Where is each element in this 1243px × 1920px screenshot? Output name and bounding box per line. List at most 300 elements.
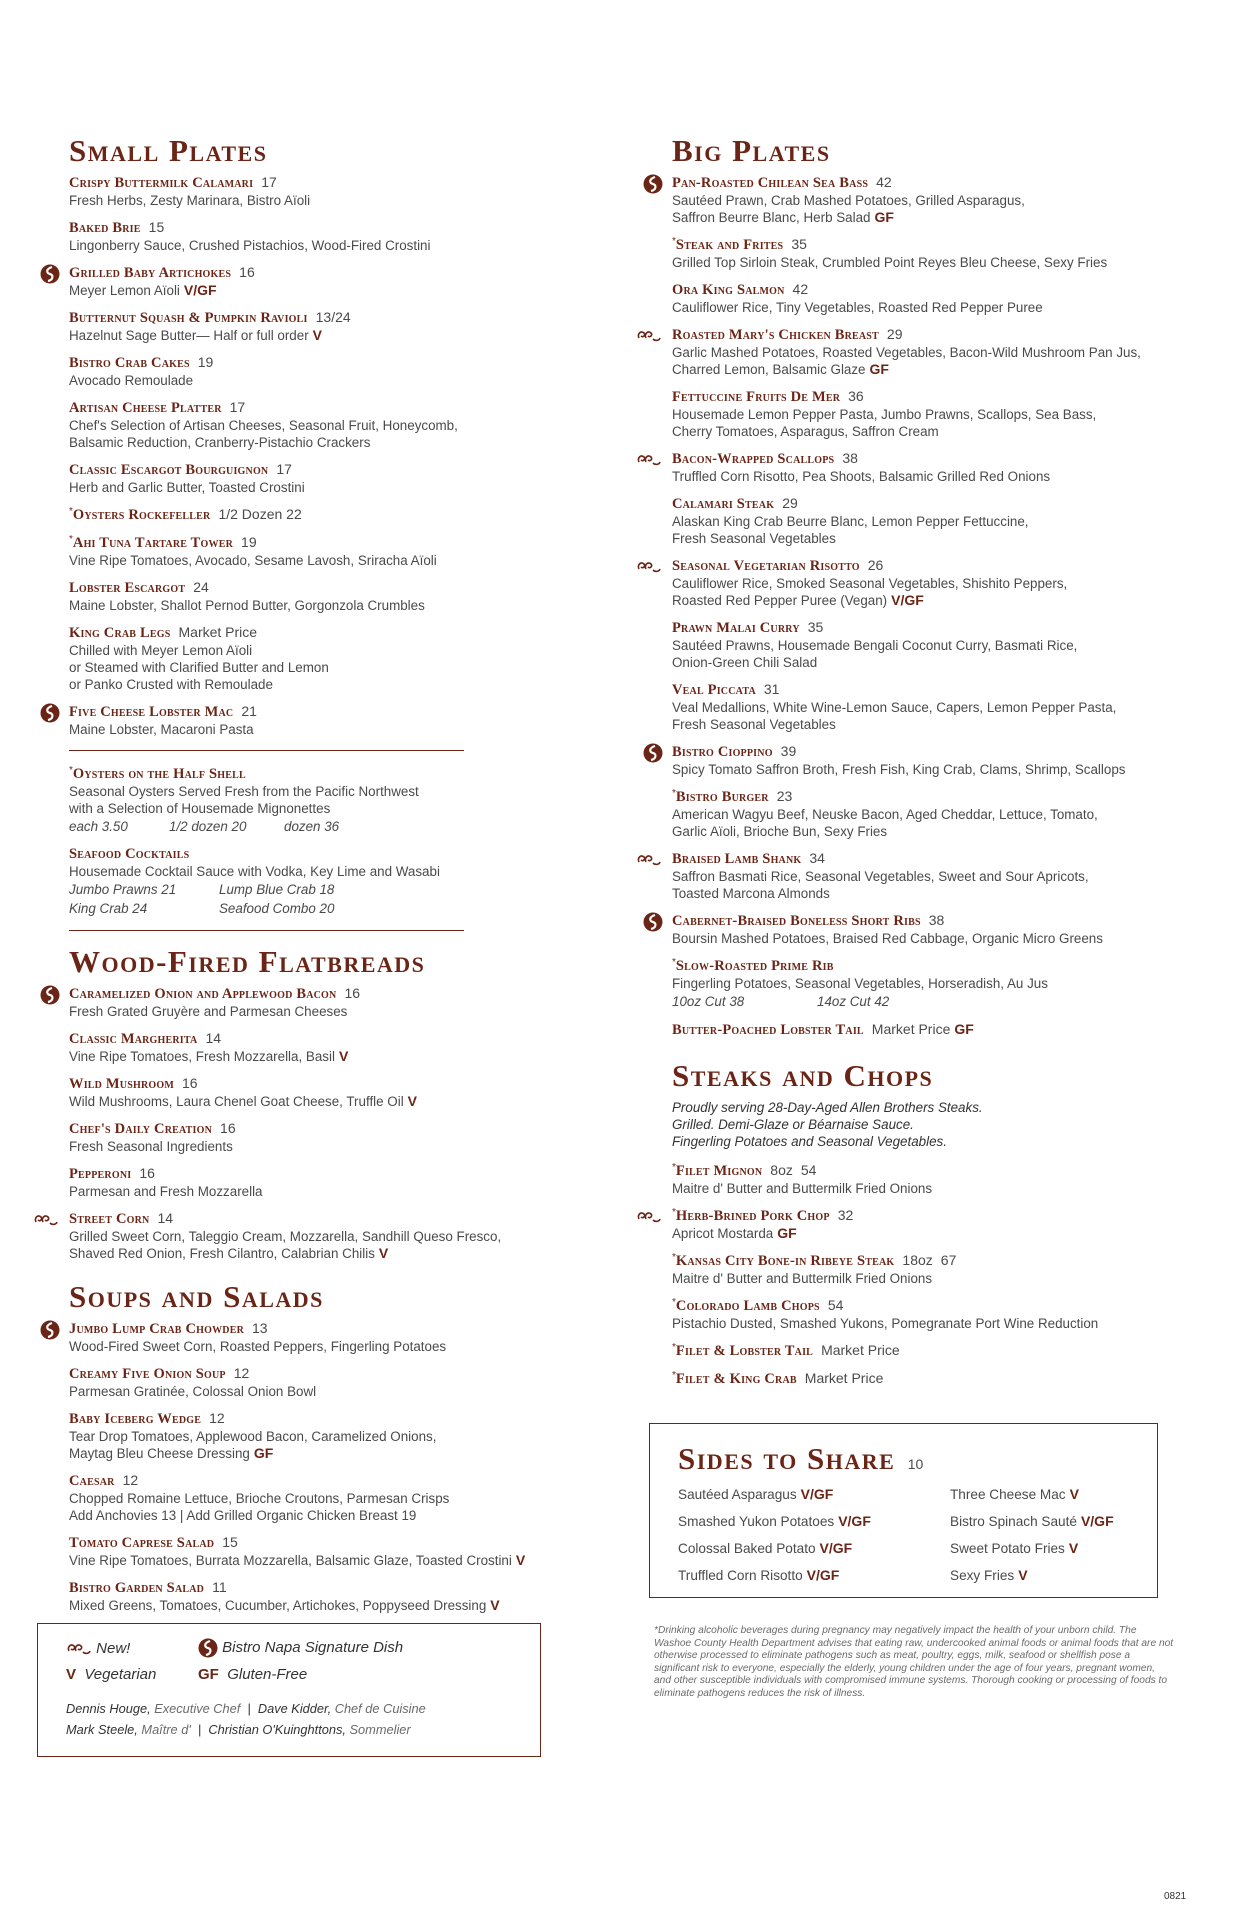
intro-line: Proudly serving 28-Day-Aged Allen Brothers Steaks.: [672, 1100, 983, 1115]
menu-item-description: [672, 699, 1192, 716]
side-row: [678, 1513, 1148, 1540]
menu-item-description: [69, 417, 539, 434]
side-name: Smashed Yukon Potatoes: [678, 1514, 835, 1529]
menu-item-name: Baby Iceberg Wedge: [69, 1411, 202, 1427]
menu-item-description: [672, 654, 1192, 671]
menu-item: [69, 219, 539, 254]
description-text: Apricot Mostarda: [672, 1226, 774, 1241]
menu-item-name: Classic Escargot Bourguignon: [69, 462, 269, 478]
description-text: Charred Lemon, Balsamic Glaze: [672, 362, 866, 377]
legend-vegetarian: [66, 1666, 156, 1683]
menu-item-description: [69, 1003, 539, 1020]
menu-item: [672, 1297, 1192, 1332]
option-text: Lump Blue Crab 18: [219, 882, 335, 897]
menu-item-description: [672, 361, 1192, 378]
steaks-intro: [672, 1099, 1192, 1150]
description-text: Garlic Aïoli, Brioche Bun, Sexy Fries: [672, 824, 888, 839]
menu-item-name: Wild Mushroom: [69, 1076, 174, 1092]
menu-item-price: 15: [148, 219, 165, 235]
menu-item-description: [672, 254, 1192, 271]
menu-item-description: [69, 1428, 539, 1445]
menu-item: [69, 506, 539, 524]
description-text: Sautéed Prawn, Crab Mashed Potatoes, Grilled Asparagus,: [672, 193, 1025, 208]
asterisk-mark: *: [672, 1370, 676, 1381]
menu-item-price: 67: [940, 1252, 957, 1268]
menu-item-header: [672, 495, 1192, 513]
staff-name: Mark Steele: [66, 1722, 135, 1737]
menu-item-header: [69, 985, 539, 1003]
menu-item-price: 32: [837, 1207, 854, 1223]
new-swirl-icon: [636, 560, 658, 580]
side-item: [950, 1540, 1078, 1556]
menu-item-description: [672, 575, 1192, 592]
description-text: Parmesan and Fresh Mozzarella: [69, 1184, 263, 1199]
menu-item-header: [672, 1297, 1192, 1315]
menu-item-header: [69, 579, 539, 597]
new-swirl-icon: [33, 1213, 55, 1233]
side-name: Sautéed Asparagus: [678, 1487, 797, 1502]
new-swirl-icon: [636, 1210, 658, 1230]
menu-item-description: [69, 552, 539, 569]
menu-item-description: [672, 823, 1192, 840]
description-text: Vine Ripe Tomatoes, Burrata Mozzarella, Balsamic Glaze, Toasted Crostini: [69, 1553, 512, 1568]
menu-item-name: Fettuccine Fruits De Mer: [672, 389, 841, 405]
menu-item-header: [69, 354, 539, 372]
side-row: [678, 1486, 1148, 1513]
menu-item-name: Street Corn: [69, 1211, 150, 1227]
menu-item-header: [69, 309, 539, 327]
description-text: Mixed Greens, Tomatoes, Cucumber, Artichokes, Poppyseed Dressing: [69, 1598, 487, 1613]
menu-item-header: [672, 1162, 1192, 1180]
description-text: Chilled with Meyer Lemon Aïoli: [69, 643, 253, 658]
sides-title-wrap: [678, 1442, 923, 1476]
menu-item-description: [69, 1445, 539, 1462]
asterisk-mark: *: [672, 236, 676, 247]
menu-item-size: 8oz: [770, 1162, 793, 1178]
new-swirl-icon: [66, 1642, 92, 1656]
legend-box: [37, 1623, 541, 1757]
description-text: Wood-Fired Sweet Corn, Roasted Peppers, Fingerling Potatoes: [69, 1339, 447, 1354]
menu-item-price: 54: [827, 1297, 844, 1313]
cocktail-options: [69, 880, 389, 918]
menu-item: [69, 1120, 539, 1155]
menu-item-price: 14: [157, 1210, 174, 1226]
dietary-tag: V: [1069, 1486, 1079, 1502]
menu-item-price: 29: [886, 326, 903, 342]
description-text: Shaved Red Onion, Fresh Cilantro, Calabrian Chilis: [69, 1246, 375, 1261]
description-text: Fresh Seasonal Ingredients: [69, 1139, 233, 1154]
menu-item-name: Ora King Salmon: [672, 282, 785, 298]
menu-item-price: 29: [782, 495, 798, 511]
side-name: Three Cheese Mac: [950, 1487, 1066, 1502]
dietary-tag: V: [338, 1048, 349, 1064]
menu-item-header: [672, 236, 1192, 254]
staff-role: Chef de Cuisine: [334, 1701, 426, 1716]
side-item: [678, 1540, 852, 1556]
dietary-tag: GF: [777, 1225, 797, 1241]
dietary-tag: V: [378, 1245, 389, 1261]
asterisk-mark: *: [672, 1162, 676, 1173]
flatbreads-title: Wood-Fired Flatbreads: [69, 944, 426, 979]
menu-item-name: Chef's Daily Creation: [69, 1121, 213, 1137]
menu-item-price: 23: [776, 788, 793, 804]
menu-item-header: [69, 765, 539, 783]
menu-item-header: [672, 743, 1192, 761]
side-item: [678, 1513, 871, 1529]
menu-item: [69, 1534, 539, 1569]
description-text: Grilled Top Sirloin Steak, Crumbled Point Reyes Bleu Cheese, Sexy Fries: [672, 255, 1108, 270]
menu-item: [69, 309, 539, 344]
menu-item-description: [69, 1228, 539, 1245]
legend-new: [66, 1640, 130, 1657]
description-text: Hazelnut Sage Butter— Half or full order: [69, 328, 309, 343]
description-text: Wild Mushrooms, Laura Chenel Goat Cheese, Truffle Oil: [69, 1094, 404, 1109]
option-text: 1/2 dozen 20: [169, 819, 247, 834]
menu-item-description: [69, 1507, 539, 1524]
menu-item-header: [69, 1320, 539, 1338]
menu-item: [672, 1162, 1192, 1197]
menu-item-description: [69, 1383, 539, 1400]
menu-item-name: Filet & King Crab: [675, 1371, 797, 1387]
menu-item: [672, 1370, 1192, 1388]
description-text: Alaskan King Crab Beurre Blanc, Lemon Pepper Fettuccine,: [672, 514, 1029, 529]
menu-item-description: [69, 372, 539, 389]
menu-item-name: Grilled Baby Artichokes: [69, 265, 232, 281]
menu-item-header: [672, 619, 1192, 637]
menu-item-header: [672, 1207, 1192, 1225]
dietary-tag: V/GF: [806, 1567, 840, 1583]
description-text: Pistachio Dusted, Smashed Yukons, Pomegranate Port Wine Reduction: [672, 1316, 1099, 1331]
dietary-tag: V: [407, 1093, 418, 1109]
staff-line-2: Mark Steele, Maître d' | Christian O'Kuinghttons, Sommelier: [66, 1722, 411, 1737]
description-text: Vine Ripe Tomatoes, Avocado, Sesame Lavosh, Sriracha Aïoli: [69, 553, 437, 568]
menu-item-description: [69, 1048, 539, 1065]
description-text: Cauliflower Rice, Smoked Seasonal Vegetables, Shishito Peppers,: [672, 576, 1068, 591]
menu-item-description: [672, 423, 1192, 440]
description-text: Avocado Remoulade: [69, 373, 194, 388]
side-item: [678, 1486, 833, 1502]
description-text: Grilled Sweet Corn, Taleggio Cream, Mozzarella, Sandhill Queso Fresco,: [69, 1229, 502, 1244]
option-text: each 3.50: [69, 819, 128, 834]
description-text: Fresh Seasonal Vegetables: [672, 717, 836, 732]
menu-item: [672, 326, 1192, 378]
signature-dish-icon: [40, 264, 62, 284]
menu-item-name: Pepperoni: [69, 1166, 132, 1182]
menu-item-price: 34: [809, 850, 825, 866]
menu-item-description: [69, 479, 539, 496]
menu-item-name: Seafood Cocktails: [69, 846, 190, 862]
description-text: Maine Lobster, Shallot Pernod Butter, Gorgonzola Crumbles: [69, 598, 425, 613]
menu-item-description: [672, 592, 1192, 609]
menu-item-price: 16: [239, 264, 255, 280]
dietary-tag: V/GF: [819, 1540, 853, 1556]
menu-item: [69, 174, 539, 209]
description-text: Maitre d' Butter and Buttermilk Fried Onions: [672, 1271, 933, 1286]
menu-item-description: [672, 513, 1192, 530]
menu-item-price: Market Price: [821, 1342, 900, 1358]
menu-item-price: 35: [807, 619, 824, 635]
side-name: Colossal Baked Potato: [678, 1541, 816, 1556]
menu-item-description: [672, 299, 1192, 316]
dietary-tag: GF: [253, 1445, 274, 1461]
menu-item-name: Veal Piccata: [672, 682, 756, 698]
sides-price: 10: [907, 1456, 924, 1472]
menu-item-name: Filet & Lobster Tail: [675, 1343, 814, 1359]
menu-item-price: 15: [222, 1534, 238, 1550]
new-swirl-icon: [636, 853, 658, 873]
signature-dish-icon: [643, 912, 665, 932]
menu-item-name: Tomato Caprese Salad: [69, 1535, 215, 1551]
menu-item-description: [69, 434, 539, 451]
menu-item-description: [69, 1245, 539, 1262]
menu-item: [69, 1365, 539, 1400]
description-text: Boursin Mashed Potatoes, Braised Red Cabbage, Organic Micro Greens: [672, 931, 1103, 946]
menu-item-header: [69, 1120, 539, 1138]
signature-dish-icon: [40, 985, 62, 1005]
signature-dish-icon: [643, 743, 665, 763]
menu-item: [672, 1252, 1192, 1287]
menu-item-description: [69, 1490, 539, 1507]
option-text: 10oz Cut 38: [672, 994, 745, 1009]
dietary-tag: GF: [954, 1021, 974, 1037]
menu-item: [672, 557, 1192, 609]
description-text: Maitre d' Butter and Buttermilk Fried Onions: [672, 1181, 933, 1196]
intro-line: Grilled. Demi-Glaze or Béarnaise Sauce.: [672, 1117, 914, 1132]
menu-item-description: [69, 659, 539, 676]
menu-item-description: [69, 721, 539, 738]
menu-item: [69, 1030, 539, 1065]
menu-item-description: [69, 642, 539, 659]
menu-item-name: Butter-Poached Lobster Tail: [672, 1022, 864, 1038]
menu-item-name: Steak and Frites: [675, 237, 784, 253]
menu-item-header: [69, 1579, 539, 1597]
menu-item-description: [672, 530, 1192, 547]
menu-item-description: [672, 344, 1192, 361]
menu-item-header: [69, 1165, 539, 1183]
new-swirl-icon: [636, 453, 658, 473]
menu-item-description: [69, 282, 539, 299]
menu-item-header: [672, 281, 1192, 299]
menu-item-header: [69, 461, 539, 479]
menu-item-name: Seasonal Vegetarian Risotto: [672, 558, 860, 574]
menu-item-price: 17: [229, 399, 246, 415]
menu-item-description: [69, 192, 539, 209]
menu-item: [672, 495, 1192, 547]
menu-item-header: [69, 174, 539, 192]
menu-item-description: [69, 597, 539, 614]
menu-item: [69, 1579, 539, 1614]
menu-item-description: [672, 637, 1192, 654]
legend-v-symbol: V: [66, 1666, 77, 1683]
description-text: Chopped Romaine Lettuce, Brioche Croutons, Parmesan Crisps: [69, 1491, 450, 1506]
menu-item-price: 14: [205, 1030, 222, 1046]
menu-item-description: [69, 1552, 539, 1569]
menu-item: [69, 1210, 539, 1262]
side-row: [678, 1540, 1148, 1567]
menu-item: [672, 912, 1192, 947]
menu-item-description: [672, 1315, 1192, 1332]
menu-item: [69, 264, 539, 299]
legend-gluten-free: [198, 1666, 307, 1683]
menu-item-header: [672, 1342, 1192, 1360]
menu-item-description: [672, 806, 1192, 823]
menu-item: [69, 985, 539, 1020]
option-text: Jumbo Prawns 21: [69, 882, 177, 897]
side-item: [950, 1567, 1028, 1583]
menu-item-name: Bistro Burger: [675, 789, 769, 805]
menu-item-header: [69, 399, 539, 417]
menu-item: [672, 788, 1192, 840]
description-text: Cauliflower Rice, Tiny Vegetables, Roasted Red Pepper Puree: [672, 300, 1043, 315]
description-text: Saffron Beurre Blanc, Herb Salad: [672, 210, 871, 225]
menu-item-description: [672, 468, 1192, 485]
menu-item-price: 16: [181, 1075, 198, 1091]
health-disclaimer: *Drinking alcoholic beverages during pregnancy may negatively impact the health of your unborn child. The Washoe County Health Department advises that eating raw, undercooked animal foods or animal foods that are not otherwise processed to eliminate pathogens such as meat, poultry, eggs, milk, seafood or shellfish pose a significant risk to everyone, especially the elderly, young children under the age of four years, pregnant women, and other susceptible individuals with compromised immune systems. Thorough cooking or processing of foods to eliminate pathogens reduces the risk of illness.: [654, 1625, 1174, 1699]
menu-item-description: [672, 716, 1192, 733]
side-name: Sexy Fries: [950, 1568, 1015, 1583]
menu-item-price: 17: [276, 461, 292, 477]
cocktails-block: [69, 846, 539, 918]
signature-dish-icon: [643, 174, 665, 194]
legend-gf-label: Gluten-Free: [227, 1666, 308, 1683]
menu-item-price: Market Price: [804, 1370, 884, 1386]
menu-item-price: 36: [848, 388, 864, 404]
menu-item: [69, 1410, 539, 1462]
description-text: or Steamed with Clarified Butter and Lemon: [69, 660, 329, 675]
intro-line: Fingerling Potatoes and Seasonal Vegetables.: [672, 1134, 947, 1149]
menu-item: [672, 174, 1192, 226]
description-text: Truffled Corn Risotto, Pea Shoots, Balsamic Grilled Red Onions: [672, 469, 1051, 484]
menu-item-description: [672, 1270, 1192, 1287]
dietary-tag: V: [1068, 1540, 1079, 1556]
menu-item-price: 31: [763, 681, 780, 697]
oysters-block: [69, 765, 539, 836]
staff-role: Sommelier: [349, 1722, 411, 1737]
asterisk-mark: *: [69, 765, 73, 776]
menu-item-header: [69, 264, 539, 282]
divider: [69, 930, 464, 931]
menu-item-name: Kansas City Bone-in Ribeye Steak: [675, 1253, 895, 1269]
asterisk-mark: *: [69, 506, 73, 517]
legend-signature: [198, 1638, 403, 1658]
menu-item-header: [69, 1030, 539, 1048]
menu-item-description: [69, 676, 539, 693]
menu-item-description: [69, 1597, 539, 1614]
dietary-tag: V: [1018, 1567, 1028, 1583]
menu-item-description: [69, 1183, 539, 1200]
menu-item-price: 38: [928, 912, 945, 928]
menu-item-name: Ahi Tuna Tartare Tower: [72, 535, 234, 551]
side-name: Sweet Potato Fries: [950, 1541, 1065, 1556]
description-text: Balsamic Reduction, Cranberry-Pistachio Crackers: [69, 435, 371, 450]
description-text: Saffron Basmati Rice, Seasonal Vegetables, Sweet and Sour Apricots,: [672, 869, 1089, 884]
signature-dish-icon: [198, 1638, 218, 1658]
dietary-tag: V/GF: [183, 282, 217, 298]
menu-item: [69, 1075, 539, 1110]
dietary-tag: V/GF: [891, 592, 924, 608]
description-text: Tear Drop Tomatoes, Applewood Bacon, Caramelized Onions,: [69, 1429, 437, 1444]
menu-item-name: Artisan Cheese Platter: [69, 400, 222, 416]
menu-item-header: [69, 1534, 539, 1552]
description-text: Chef's Selection of Artisan Cheeses, Seasonal Fruit, Honeycomb,: [69, 418, 458, 433]
menu-item-description: [672, 406, 1192, 423]
menu-item: [69, 354, 539, 389]
oyster-options: [69, 817, 539, 836]
description-text: Fingerling Potatoes, Seasonal Vegetables, Horseradish, Au Jus: [672, 976, 1048, 991]
side-item: [950, 1486, 1079, 1502]
staff-name: Dave Kidder: [257, 1701, 328, 1716]
side-row: [678, 1567, 1148, 1594]
menu-item-price: 12: [122, 1472, 139, 1488]
menu-item-header: [69, 1075, 539, 1093]
asterisk-mark: *: [672, 788, 676, 799]
menu-item-name: Jumbo Lump Crab Chowder: [69, 1321, 244, 1337]
big-plates-title: Big Plates: [672, 133, 831, 168]
menu-item-name: Braised Lamb Shank: [672, 851, 802, 867]
menu-item-name: Baked Brie: [69, 220, 141, 236]
menu-item-price: 12: [209, 1410, 225, 1426]
description-text: Lingonberry Sauce, Crushed Pistachios, Wood-Fired Crostini: [69, 238, 431, 253]
menu-item-price: 42: [876, 174, 892, 190]
menu-item-header: [69, 703, 539, 721]
description-text: Fresh Herbs, Zesty Marinara, Bistro Aïoli: [69, 193, 311, 208]
description-text: Housemade Lemon Pepper Pasta, Jumbo Prawns, Scallops, Sea Bass,: [672, 407, 1097, 422]
menu-item-price: 38: [842, 450, 858, 466]
menu-item-price: Market Price: [178, 624, 258, 640]
menu-item-name: Classic Margherita: [69, 1031, 198, 1047]
menu-item-name: Oysters Rockefeller: [72, 507, 211, 523]
asterisk-mark: *: [672, 957, 676, 968]
menu-item-header: [672, 957, 1192, 975]
option-text: 14oz Cut 42: [817, 994, 890, 1009]
menu-item-size: 18oz: [902, 1252, 933, 1268]
menu-item-price: 17: [261, 174, 277, 190]
option-text: Seafood Combo 20: [219, 901, 335, 916]
option-text: King Crab 24: [69, 901, 148, 916]
menu-item-price: 1/2 Dozen 22: [218, 506, 302, 522]
menu-item-name: Slow-Roasted Prime Rib: [675, 958, 834, 974]
description-text: Sautéed Prawns, Housemade Bengali Coconut Curry, Basmati Rice,: [672, 638, 1078, 653]
staff-name: Christian O'Kuinghttons: [208, 1722, 343, 1737]
menu-item-name: Lobster Escargot: [69, 580, 186, 596]
menu-item-header: [672, 388, 1192, 406]
menu-item-name: Bistro Crab Cakes: [69, 355, 190, 371]
menu-item: [69, 579, 539, 614]
menu-item-header: [672, 681, 1192, 699]
menu-item-header: [672, 326, 1192, 344]
menu-item-price: 16: [344, 985, 361, 1001]
menu-item: [672, 450, 1192, 485]
menu-item-header: [69, 1365, 539, 1383]
description-text: Cherry Tomatoes, Asparagus, Saffron Cream: [672, 424, 939, 439]
description-text: Vine Ripe Tomatoes, Fresh Mozzarella, Basil: [69, 1049, 335, 1064]
menu-item: [672, 850, 1192, 902]
dietary-tag: V: [312, 327, 323, 343]
menu-item-name: Herb-Brined Pork Chop: [675, 1208, 830, 1224]
menu-item-description: [672, 761, 1192, 778]
menu-item-price: 35: [791, 236, 807, 252]
asterisk-mark: *: [672, 1252, 676, 1263]
menu-item-name: Caramelized Onion and Applewood Bacon: [69, 986, 337, 1002]
legend-gf-symbol: GF: [198, 1666, 219, 1683]
asterisk-mark: *: [672, 1297, 676, 1308]
menu-item-name: Butternut Squash & Pumpkin Ravioli: [69, 310, 308, 326]
dietary-tag: V/GF: [800, 1486, 834, 1502]
description-text: Fresh Seasonal Vegetables: [672, 531, 836, 546]
asterisk-mark: *: [672, 1342, 676, 1353]
new-swirl-icon: [636, 329, 658, 349]
menu-item: [69, 461, 539, 496]
